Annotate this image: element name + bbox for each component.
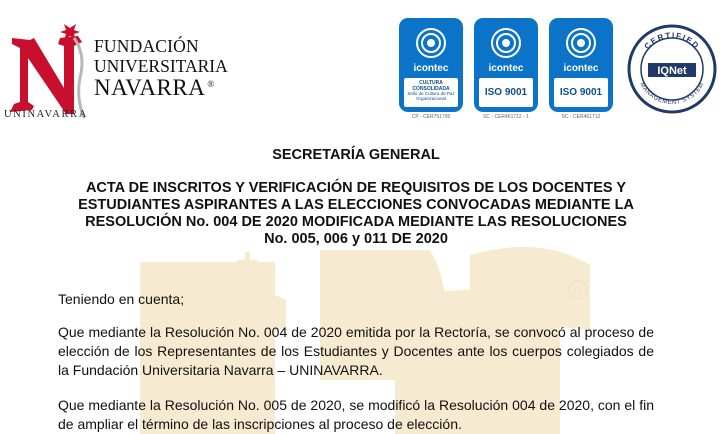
acta-line-3: RESOLUCIÓN No. 004 DE 2020 MODIFICADA MEDIANTE LAS RESOLUCIONES [85,214,627,230]
cert-code: CP - CER751795 [411,114,451,120]
cert-line1: ISO 9001 [484,87,528,98]
cert-badge-iso-2 [549,18,613,120]
short-name: UNINAVARRA [4,109,88,120]
registered-mark: ® [207,79,215,89]
iqnet-seal-icon [627,24,717,114]
icontec-badge [399,18,463,112]
icontec-badge [474,18,538,112]
iqnet-bottom-text: MANAGEMENT SYSTEM [638,81,706,107]
acta-heading [58,180,654,248]
acta-line-4: No. 005, 006 y 011 DE 2020 [264,231,448,247]
icontec-ring-icon [490,27,522,59]
acta-line-2: ESTUDIANTES ASPIRANTES A LAS ELECCIONES CONVOCADAS MEDIANTE LA [78,197,634,213]
acta-line-1: ACTA DE INSCRITOS Y VERIFICACIÓN DE REQUISITOS DE LOS DOCENTES Y [85,180,627,196]
cert-line2: Sello de Cultura de Paz Organizacional [407,91,455,101]
paragraph-intro: Teniendo en cuenta; [58,291,185,307]
brand-line-3 [94,76,228,99]
cert-badge-cultura [399,18,463,120]
brand-line-1: FUNDACIÓN [94,36,199,56]
cert-panel [404,78,458,107]
cert-panel [479,78,533,107]
iqnet-top-text: CERTIFIED [642,30,702,52]
cert-badge-iso-1 [474,18,538,120]
icontec-ring-icon [415,27,447,59]
brand-name [94,38,228,99]
icontec-ring-icon [565,27,597,59]
brand-line-3-text: NAVARRA [94,75,206,100]
iqnet-name: IQNet [657,65,687,77]
paragraph-resolution-004: Que mediante la Resolución No. 004 de 2020 emitida por la Rectoría, se convocó al proceso de elección de los Representantes de los Estudiantes y Docentes ante los cuerpos colegiados de la Fundación Universitaria Navarra – UNINAVARRA. [58,324,654,378]
svg-text:R: R [574,285,582,297]
cert-line1: ISO 9001 [559,87,603,98]
icontec-badge [549,18,613,112]
cert-code: SC - CER461712 [561,114,601,120]
cert-code: SC - CER461712 - 1 [483,114,529,120]
paragraph-resolution-005: Que mediante la Resolución No. 005 de 2020, se modificó la Resolución 004 de 2020, con el fin de ampliar el término de las inscripciones al proceso de elección. [58,397,654,432]
cert-line1: CULTURA CONSOLIDADA [412,80,450,92]
icontec-label: icontec [563,63,599,74]
icontec-label: icontec [413,63,449,74]
cert-panel [554,78,608,107]
document-title: SECRETARÍA GENERAL [272,147,440,163]
brand-line-2: UNIVERSITARIA [94,55,228,76]
icontec-label: icontec [488,63,524,74]
